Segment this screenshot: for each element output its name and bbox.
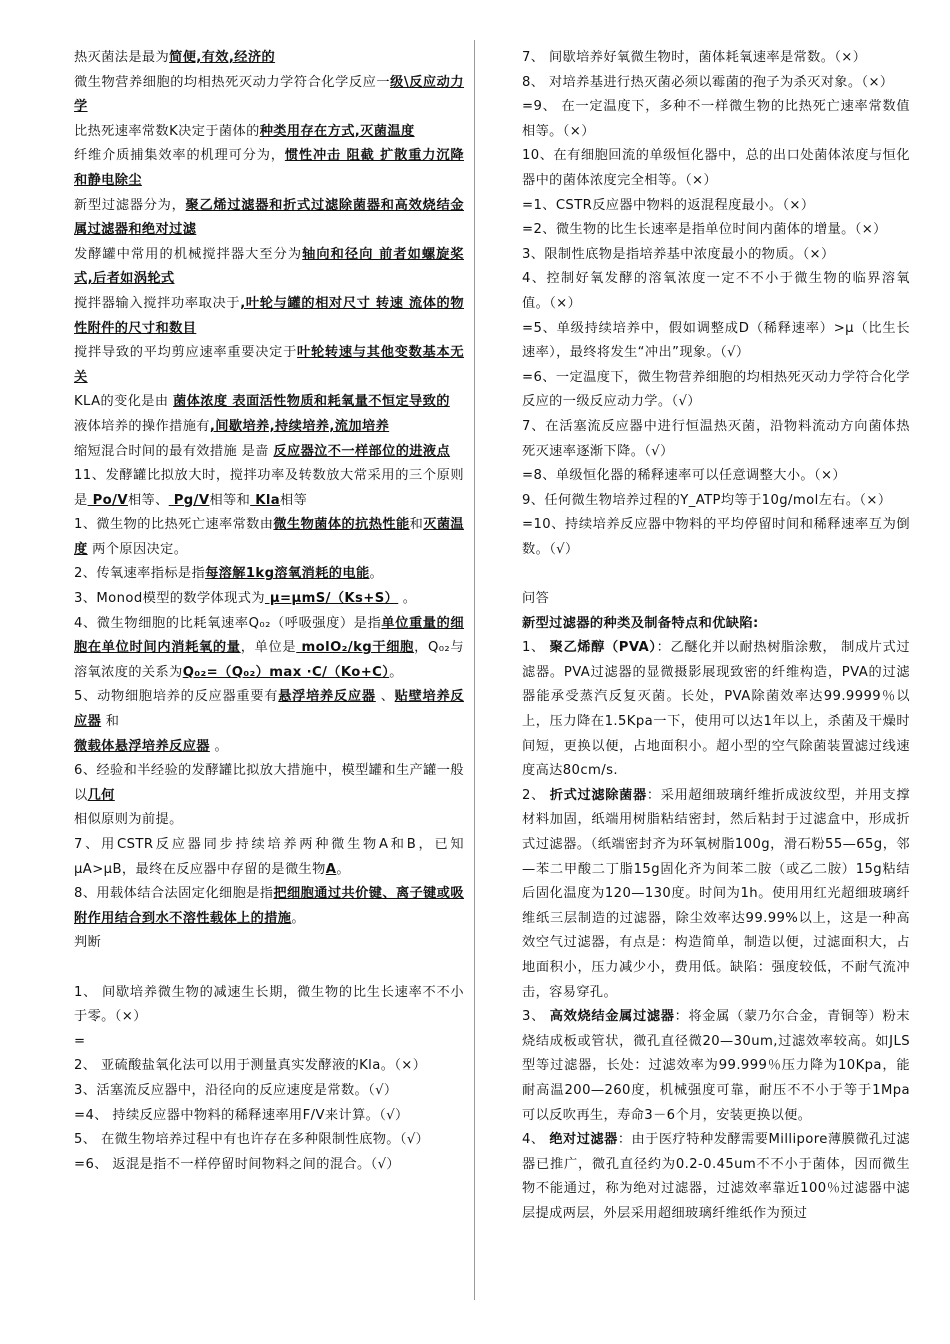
left-paragraph — [74, 612, 464, 686]
question-text: 搅拌器输入搅拌功率取决于 — [74, 295, 241, 311]
right-paragraph — [522, 144, 910, 193]
left-paragraph — [74, 1054, 464, 1079]
question-text: 。 — [398, 591, 417, 607]
question-text: KLA的变化是由 — [74, 394, 174, 410]
question-text: 1、微生物的比热死亡速率常数由 — [74, 517, 274, 533]
left-paragraph — [74, 194, 464, 243]
statement-text: 问答 — [522, 591, 550, 607]
answer-text: 每溶解1kg溶氧消耗的电能 — [205, 566, 370, 582]
question-text: 相等、 — [127, 492, 169, 508]
answer-text: A — [325, 861, 337, 877]
question-text: 。 — [209, 738, 229, 754]
answer-text: 把细胞通过共价键、离子键或吸附作用结合到水不溶性载体上的措施 — [74, 886, 464, 926]
left-paragraph — [74, 1128, 464, 1153]
right-paragraph — [522, 1005, 910, 1128]
question-text: 3、Monod模型的数学体现式为 — [74, 591, 265, 607]
left-paragraph — [74, 120, 464, 145]
statement-text: =5、单级持续培养中，假如调整成D（稀释速率）>μ（比生长速率），最终将发生“冲出”现象。（√） — [522, 320, 910, 361]
question-text: 2、传氧速率指标是指 — [74, 566, 206, 582]
question-text: 比热死速率常数K决定于菌体的 — [74, 123, 260, 139]
answer-text: 种类用存在方式,灭菌温度 — [259, 123, 415, 139]
right-paragraph — [522, 1128, 910, 1226]
statement-text: 3、限制性底物是指培养基中浓度最小的物质。（×） — [522, 246, 835, 262]
left-paragraph — [74, 341, 464, 390]
answer-text: 菌体浓度 表面活性物质和耗氧量不恒定导致的 — [173, 394, 450, 410]
statement-text: =1、CSTR反应器中物料的返混程度最小。（×） — [522, 197, 815, 213]
statement-text: ：乙醚化并以耐热树脂涂敷， 制成片式过滤器。PVA过滤器的显微摄影展现致密的纤维构造，PVA的过滤器能承受蒸汽反复灭菌。长处，PVA除菌效率达99.9999％以上，压力降在1.5Kpa一下，使用可以达1年以上，杀菌及干燥时间短，更换以便，占地面积小。超小型的空气除菌装置滤过线速度高达80cm/s. — [522, 640, 910, 779]
left-paragraph — [74, 71, 464, 120]
left-paragraph — [74, 931, 464, 956]
question-text: ，Q₀₂与溶氧浓度的关系为 — [74, 640, 464, 680]
statement-text: 9、任何微生物培养过程的Y_ATP均等于10g/mol左右。（×） — [522, 492, 892, 508]
question-text: 发酵罐中常用的机械搅拌器大至分为 — [74, 246, 303, 262]
right-paragraph — [522, 46, 910, 71]
answer-text: Po/V — [87, 492, 128, 508]
question-text: 搅拌导致的平均剪应速率重要决定于 — [74, 345, 298, 361]
left-paragraph — [74, 1079, 464, 1104]
right-paragraph — [522, 218, 910, 243]
left-paragraph — [74, 685, 464, 734]
question-text: =6、 返混是指不一样停留时间物料之间的混合。（√） — [74, 1156, 400, 1172]
answer-text: 几何 — [87, 787, 115, 803]
left-paragraph — [74, 243, 464, 292]
question-text: 7、用CSTR反应器同步持续培养两种微生物A和B，已知μA>μB，最终在反应器中存留的是微生物 — [74, 837, 464, 877]
column-divider — [474, 40, 475, 1300]
right-paragraph — [522, 464, 910, 489]
question-text: 6、经验和半经验的发酵罐比拟放大措施中，模型罐和生产罐一般以 — [74, 763, 464, 803]
filter-term: 高效烧结金属过滤器 — [549, 1009, 675, 1025]
question-text: 。 — [389, 664, 403, 680]
statement-text: =9、 在一定温度下，多种不一样微生物的比热死亡速率常数值相等。（×） — [522, 99, 910, 139]
question-text: 缩短混合时间的最有效措施 是啬 — [74, 443, 274, 459]
question-text: 11、发酵罐比拟放大时，搅拌功率及转数放大常采用的三个原则是 — [74, 468, 464, 508]
right-paragraph — [522, 562, 910, 587]
item-number: 3、 — [522, 1009, 550, 1025]
statement-text: 7、 间歇培养好氧微生物时，菌体耗氧速率是常数。（×） — [522, 50, 867, 65]
answer-text: 惯性冲击 阻截 扩散重力沉降和静电除尘 — [74, 148, 464, 188]
answer-text: 微载体悬浮培养反应器 — [74, 738, 210, 754]
statement-text: =10、持续培养反应器中物料的平均停留时间和稀释速率互为倒数。（√） — [522, 517, 910, 557]
question-text: 和 — [101, 714, 120, 730]
filter-term: 折式过滤除菌器 — [549, 787, 647, 803]
left-paragraph — [74, 513, 464, 562]
filter-term: 绝对过滤器 — [549, 1132, 618, 1148]
filter-term: 聚乙烯醇（PVA） — [549, 640, 657, 656]
right-paragraph — [522, 415, 910, 464]
question-text: 相似原则为前提。 — [74, 812, 183, 828]
question-text: =4、 持续反应器中物料的稀释速率用F/V来计算。（√） — [74, 1107, 409, 1123]
question-text: 液体培养的操作措施有 — [74, 418, 210, 434]
right-paragraph — [522, 587, 910, 612]
left-paragraph — [74, 1104, 464, 1129]
left-paragraph — [74, 1030, 464, 1055]
answer-text: 反应器泣不一样部位的进液点 — [273, 443, 451, 459]
answer-text: 悬浮培养反应器 — [278, 689, 376, 705]
statement-text: ：将金属（蒙乃尔合金，青铜等）粉末烧结成板或管状，微孔直径微20—30um,过滤效率较高。如JLS型等过滤器，长处：过滤效率为99.999％压力降为10Kpa，能耐高温200—260度，机械强度可靠，耐压不不小于等于1Mpa可以反吹再生，寿命3－6个月，安装更换以便。 — [522, 1009, 910, 1123]
left-paragraph — [74, 759, 464, 808]
right-paragraph — [522, 317, 910, 366]
question-text: 判断 — [74, 935, 102, 951]
statement-text: =8、单级恒化器的稀释速率可以任意调整大小。（×） — [522, 468, 847, 484]
statement-text: 7、在活塞流反应器中进行恒温热灭菌，沿物料流动方向菌体热死灭速率逐渐下降。（√） — [522, 418, 910, 459]
statement-text: ：采用超细玻璃纤维折成波纹型，并用支撑材料加固，纸端用树脂粘结密封，然后粘封于过滤盒中，形成折式过滤器。（纸端密封齐为环氧树脂100g，滑石粉55—65g，邻—苯二甲酸二丁脂15g固化齐为间苯二胺（或乙二胺）15g粘结后固化温度为120—130度。时间为1h。使用用红光超细玻璃纤维纸三层制造的过滤器，除尘效率达99.99%以上，这是一种高效空气过滤器，有点是：构造简单，制造以便，过滤面积大，占地面积小，压力减少小，费用低。缺陷：强度较低，不耐气流冲击，容易穿孔。 — [522, 787, 910, 1000]
left-paragraph — [74, 464, 464, 513]
question-text: 和 — [409, 517, 424, 533]
answer-text: 贴壁培养反应器 — [74, 689, 464, 730]
right-paragraph — [522, 267, 910, 316]
answer-text: Pg/V — [168, 492, 210, 508]
right-paragraph — [522, 243, 910, 268]
question-text: 新型过滤器分为， — [74, 197, 186, 213]
question-text: 。 — [369, 566, 384, 582]
right-paragraph — [522, 489, 910, 514]
answer-text: 聚乙烯过滤器和折式过滤除菌器和高效烧结金属过滤器和绝对过滤 — [74, 197, 464, 238]
question-text: 5、 在微生物培养过程中有也许存在多种限制性底物。（√） — [74, 1132, 430, 1148]
right-paragraph — [522, 784, 910, 1005]
item-number: 1、 — [522, 640, 550, 656]
item-number: 2、 — [522, 787, 550, 803]
left-paragraph — [74, 292, 464, 341]
right-paragraph — [522, 194, 910, 219]
question-text: 8、用载体结合法固定化细胞是指 — [74, 886, 274, 902]
answer-text: μ=μmS/（Ks+S） — [264, 591, 399, 607]
left-paragraph — [74, 46, 464, 71]
right-paragraph — [522, 366, 910, 415]
right-paragraph — [522, 513, 910, 562]
answer-text: 微生物菌体的抗热性能 — [273, 517, 410, 533]
right-paragraph — [522, 636, 910, 784]
statement-text: ：由于医疗特种发酵需要Millipore薄膜微孔过滤器已推广，微孔直径约为0.2-0.45um不不小于菌体，因而微生物不能通过，称为绝对过滤器，过滤效率靠近100％过滤器中滤层提成两层，外层采用超细玻璃纤维纸作为预过 — [522, 1132, 910, 1221]
question-text: 热灭菌法是最为 — [74, 50, 170, 65]
answer-text: Q₀₂=（Q₀₂）max ·C/（Ko+C） — [182, 664, 390, 680]
answer-text: 简便,有效,经济的 — [169, 50, 276, 65]
question-text: 5、动物细胞培养的反应器重要有 — [74, 689, 279, 705]
left-paragraph — [74, 981, 464, 1030]
answer-text: 叶轮转速与其他变数基本无关 — [74, 345, 464, 385]
right-column — [522, 46, 910, 1227]
item-number: 4、 — [522, 1132, 550, 1148]
answer-text: ,叶轮与罐的相对尺寸 转速 流体的物性附件的尺寸和数目 — [74, 295, 464, 336]
left-paragraph — [74, 144, 464, 193]
left-paragraph — [74, 808, 464, 833]
left-paragraph — [74, 415, 464, 440]
question-text: 、 — [375, 689, 395, 705]
section-heading: 新型过滤器的种类及制备特点和优缺陷: — [522, 615, 759, 631]
question-text: ，单位是 — [240, 640, 297, 656]
question-text: 1、 间歇培养微生物的减速生长期，微生物的比生长速率不不小于零。（×） — [74, 984, 464, 1025]
left-paragraph — [74, 833, 464, 882]
left-paragraph — [74, 587, 464, 612]
answer-text: 级\反应动力学 — [74, 74, 465, 115]
question-text: 。 — [291, 910, 305, 926]
question-text: 相等 — [280, 492, 308, 508]
question-text: = — [74, 1033, 86, 1049]
question-text: 3、活塞流反应器中，沿径向的反应速度是常数。（√） — [74, 1082, 398, 1098]
left-paragraph — [74, 390, 464, 415]
answer-text: molO₂/kg干细胞 — [296, 640, 415, 656]
question-text: 4、微生物细胞的比耗氧速率Q₀₂（呼吸强度）是指 — [74, 615, 382, 631]
right-paragraph — [522, 612, 910, 637]
statement-text: =2、微生物的比生长速率是指单位时间内菌体的增量。（×） — [522, 222, 887, 238]
answer-text: ,间歇培养,持续培养,流加培养 — [209, 418, 390, 434]
left-paragraph — [74, 1153, 464, 1178]
left-paragraph — [74, 956, 464, 981]
statement-text: =6、一定温度下，微生物营养细胞的均相热死灭动力学符合化学反应的一级反应动力学。（√） — [522, 369, 910, 410]
answer-text: Kla — [250, 492, 281, 508]
right-paragraph — [522, 71, 910, 96]
statement-text: 4、控制好氧发酵的溶氧浓度一定不不小于微生物的临界溶氧值。（×） — [522, 271, 910, 311]
question-text: 2、 亚硫酸盐氧化法可以用于测量真实发酵液的Kla。（×） — [74, 1058, 427, 1074]
statement-text: 10、在有细胞回流的单级恒化器中，总的出口处菌体浓度与恒化器中的菌体浓度完全相等。（×） — [522, 148, 910, 188]
answer-text: 灭菌温度 — [74, 517, 465, 557]
answer-text: 轴向和径向 前者如螺旋桨式,后者如涡轮式 — [74, 246, 464, 287]
left-paragraph — [74, 735, 464, 760]
question-text: 微生物营养细胞的均相热死灭动力学符合化学反应一 — [74, 74, 391, 90]
statement-text: 8、 对培养基进行热灭菌必须以霉菌的孢子为杀灭对象。（×） — [522, 74, 894, 90]
left-paragraph — [74, 562, 464, 587]
question-text: 。 — [336, 861, 350, 877]
right-paragraph — [522, 95, 910, 144]
question-text: 纤维介质捕集效率的机理可分为， — [74, 148, 285, 164]
left-paragraph — [74, 440, 464, 465]
question-text: 两个原因决定。 — [87, 541, 188, 557]
question-text: 相等和 — [209, 492, 251, 508]
left-paragraph — [74, 882, 464, 931]
left-column — [74, 46, 464, 1177]
answer-text: 单位重量的细胞在单位时间内消耗氧的量 — [74, 615, 464, 656]
